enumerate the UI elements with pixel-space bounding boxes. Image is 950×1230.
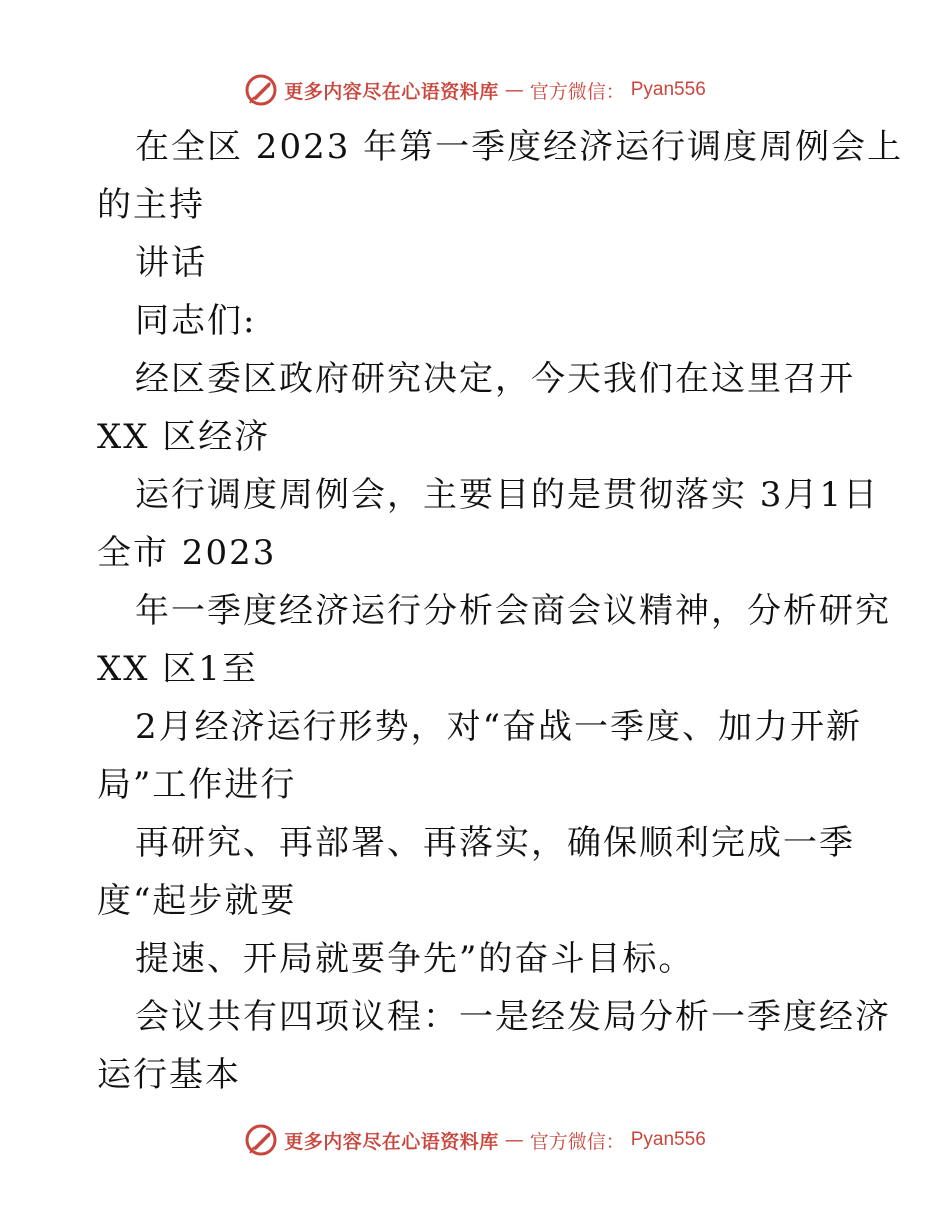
header-watermark: [0, 70, 950, 110]
document-line: 的主持: [97, 185, 205, 225]
document-line: 同志们:: [135, 301, 257, 341]
document-line: 会议共有四项议程：一是经发局分析一季度经济: [135, 997, 891, 1037]
document-line: 运行基本: [97, 1055, 241, 1095]
watermark-site-text: 更多内容尽在心语资料库: [284, 80, 499, 103]
footer-watermark: [0, 1120, 950, 1160]
document-line: 在全区 2023 年第一季度经济运行调度周例会上: [135, 127, 904, 167]
document-line: XX 区1至: [97, 649, 258, 689]
watermark-wechat-label: 官方微信：: [529, 80, 625, 103]
document-line: 2月经济运行形势，对“奋战一季度、加力开新: [135, 707, 863, 747]
watermark-site-text: 更多内容尽在心语资料库: [284, 1130, 499, 1153]
watermark-dash: —: [504, 1129, 524, 1151]
watermark-wechat-id: Pyan556: [630, 1129, 706, 1150]
document-line: 经区委区政府研究决定，今天我们在这里召开: [135, 359, 855, 399]
watermark-wechat-id: Pyan556: [630, 79, 706, 100]
feather-pen-logo-icon: [244, 73, 278, 107]
document-line: 度“起步就要: [97, 881, 297, 921]
watermark-dash: —: [504, 79, 524, 101]
document-line: 提速、开局就要争先”的奋斗目标。: [135, 939, 695, 979]
document-body: [97, 118, 904, 1104]
document-line: 讲话: [135, 243, 207, 283]
document-line: 局”工作进行: [97, 765, 297, 805]
document-line: 全市 2023: [97, 533, 277, 573]
document-line: XX 区经济: [97, 417, 271, 457]
document-line: 运行调度周例会，主要目的是贯彻落实 3月1日: [135, 475, 880, 515]
document-line: 年一季度经济运行分析会商会议精神，分析研究: [135, 591, 891, 631]
feather-pen-logo-icon: [244, 1123, 278, 1157]
document-line: 再研究、再部署、再落实，确保顺利完成一季: [135, 823, 855, 863]
watermark-wechat-label: 官方微信：: [529, 1130, 625, 1153]
